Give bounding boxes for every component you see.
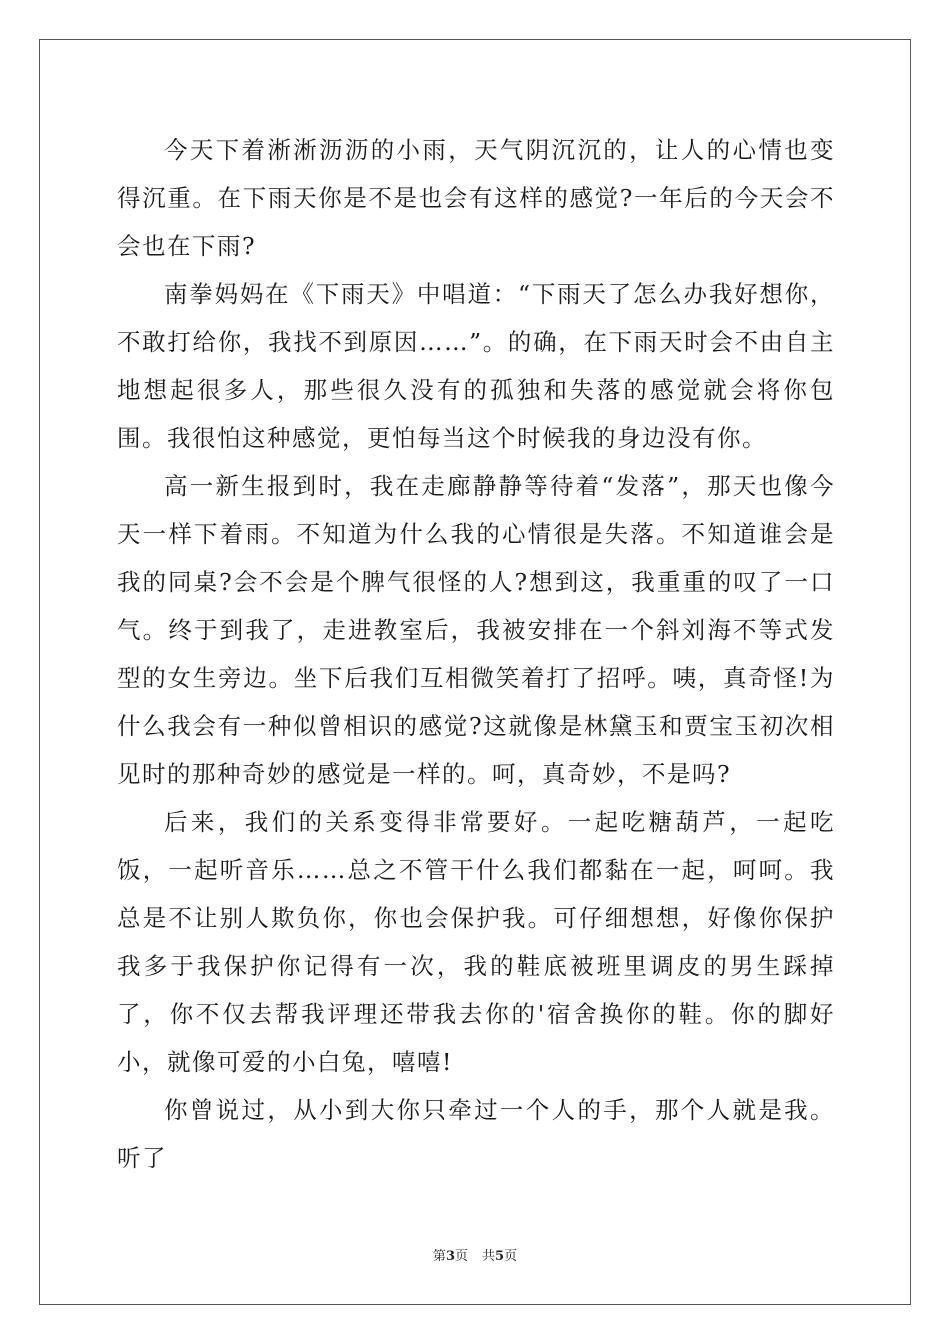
paragraph-5: 你曾说过，从小到大你只牵过一个人的手，那个人就是我。听了 — [117, 1096, 835, 1172]
page-prefix: 第 — [432, 1249, 446, 1264]
page-suffix: 页 — [454, 1249, 468, 1264]
paragraph-1: 今天下着淅淅沥沥的小雨，天气阴沉沉的，让人的心情也变得沉重。在下雨天你是不是也会有这样的感觉?一年后的今天会不会也在下雨? — [117, 136, 835, 260]
paragraph-4: 后来，我们的关系变得非常要好。一起吃糖葫芦，一起吃饭，一起听音乐……总之不管干什么我们都黏在一起，呵呵。我总是不让别人欺负你，你也会保护我。可仔细想想，好像你保护我多于我保护你记得有一次，我的鞋底被班里调皮的男生踩掉了，你不仅去帮我评理还带我去你的'宿舍换你的鞋。你的脚好小，就像可爱的小白兔，嘻嘻! — [117, 808, 835, 1076]
paragraph-2: 南拳妈妈在《下雨天》中唱道：“下雨天了怎么办我好想你，不敢打给你，我找不到原因……”。的确，在下雨天时会不由自主地想起很多人，那些很久没有的孤独和失落的感觉就会将你包围。我很怕这种感觉，更怕每当这个时候我的身边没有你。 — [117, 280, 835, 452]
total-pages-number: 5 — [495, 1249, 505, 1264]
document-body — [117, 126, 835, 1182]
paragraph-3: 高一新生报到时，我在走廊静静等待着“发落”，那天也像今天一样下着雨。不知道为什么我的心情很是失落。不知道谁会是我的同桌?会不会是个脾气很怪的人?想到这，我重重的叹了一口气。终于到我了，走进教室后，我被安排在一个斜刘海不等式发型的女生旁边。坐下后我们互相微笑着打了招呼。咦，真奇怪!为什么我会有一种似曾相识的感觉?这就像是林黛玉和贾宝玉初次相见时的那种奇妙的感觉是一样的。呵，真奇妙，不是吗? — [117, 472, 835, 788]
total-prefix: 共 — [482, 1249, 496, 1264]
total-suffix: 页 — [504, 1249, 518, 1264]
current-page-number: 3 — [445, 1249, 455, 1264]
page-footer — [0, 1248, 950, 1266]
